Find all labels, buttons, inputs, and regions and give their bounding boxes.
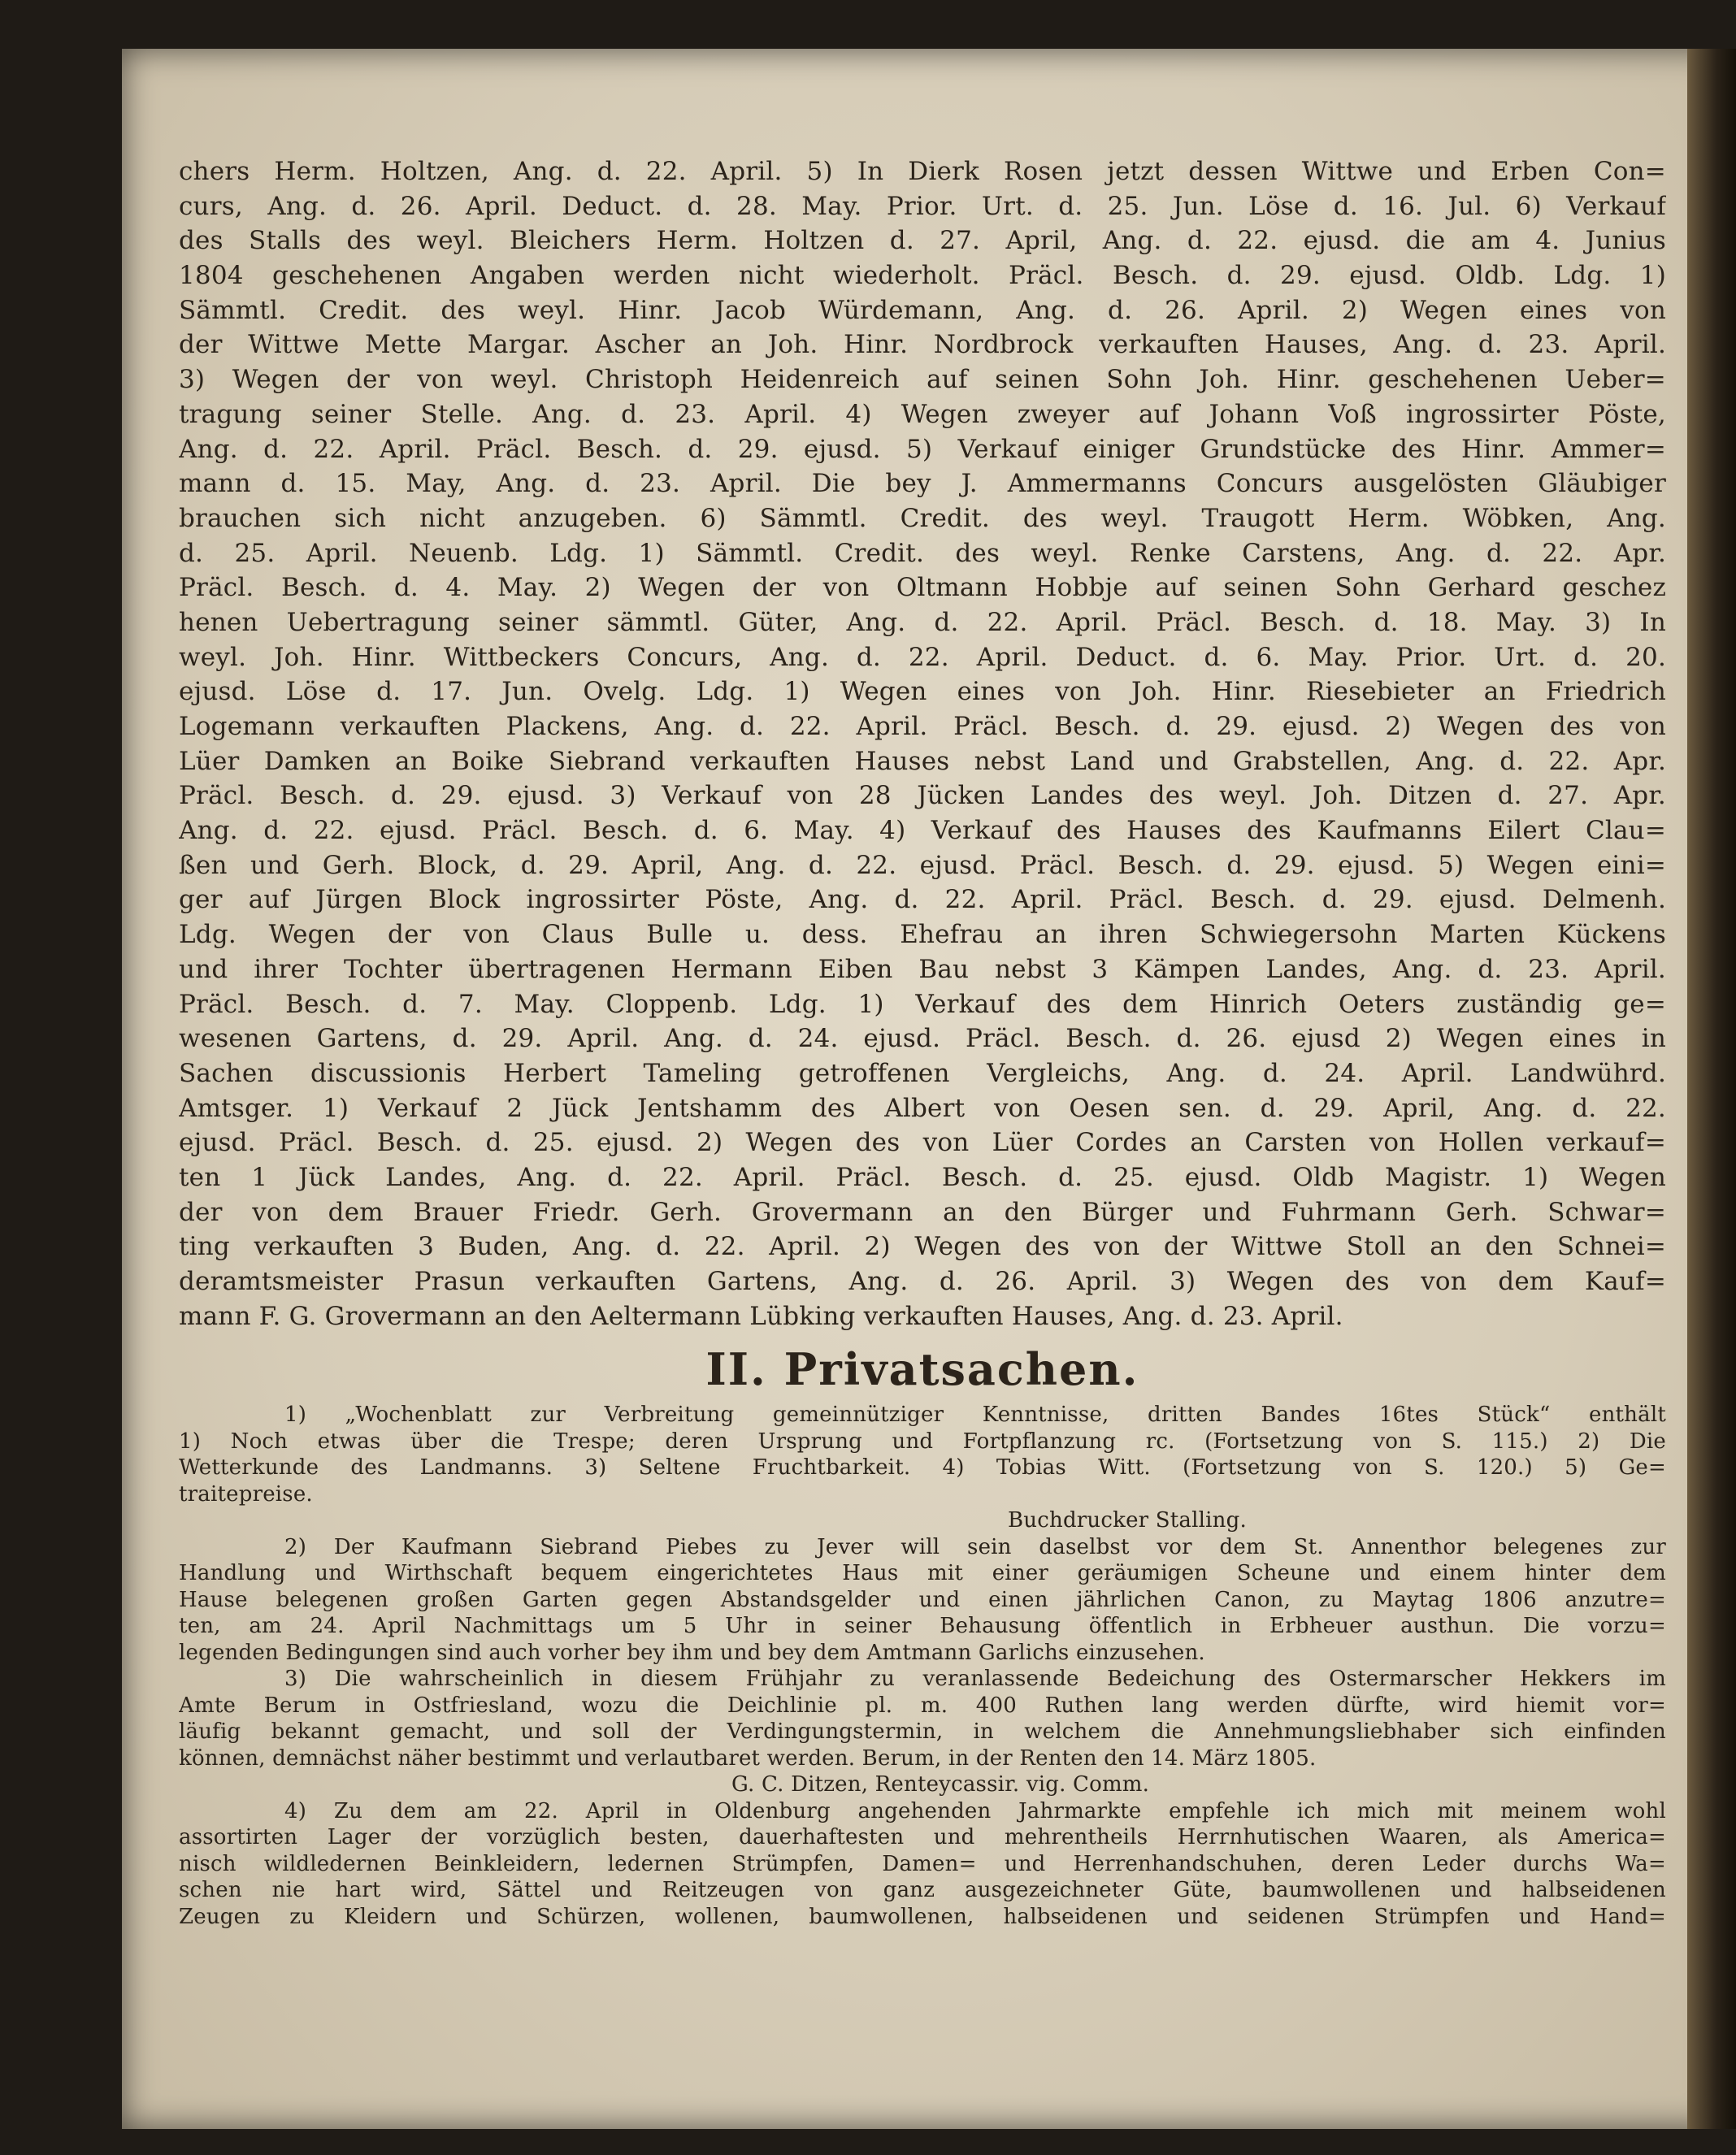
text-line: assortirten Lager der vorzüglich besten, dauerhaftesten und mehrentheils Herrnhutischen Waaren, als America= bbox=[179, 1825, 1666, 1850]
legal-notices-section bbox=[179, 154, 1666, 1333]
text-line: curs, Ang. d. 26. April. Deduct. d. 28. May. Prior. Urt. d. 25. Jun. Löse d. 16. Jul. 6) Verkauf bbox=[179, 191, 1666, 221]
text-line: ten 1 Jück Landes, Ang. d. 22. April. Präcl. Besch. d. 25. ejusd. Oldb Magistr. 1) Wegen bbox=[179, 1162, 1666, 1192]
text-line: schen nie hart wird, Sättel und Reitzeugen von ganz ausgezeichneter Güte, baumwollenen und halbseidenen bbox=[179, 1878, 1666, 1903]
text-line: Zeugen zu Kleidern und Schürzen, wollenen, baumwollenen, halbseidenen und seidenen Strümpfen und Hand= bbox=[179, 1904, 1666, 1929]
text-line: mann F. G. Grovermann an den Aeltermann Lübking verkauften Hauses, Ang. d. 23. April. bbox=[179, 1301, 1343, 1331]
text-line: Handlung und Wirthschaft bequem eingerichtetes Haus mit einer geräumigen Scheune und einem hinter dem bbox=[179, 1561, 1666, 1586]
text-line: Wetterkunde des Landmanns. 3) Seltene Fruchtbarkeit. 4) Tobias Witt. (Fortsetzung von S. 120.) 5) Ge= bbox=[179, 1455, 1666, 1481]
text-line: Amte Berum in Ostfriesland, wozu die Deichlinie pl. m. 400 Ruthen lang werden dürfte, wird hiemit vor= bbox=[179, 1693, 1666, 1718]
text-line: Amtsger. 1) Verkauf 2 Jück Jentshamm des Albert von Oesen sen. d. 29. April, Ang. d. 22. bbox=[179, 1093, 1666, 1123]
text-line: Präcl. Besch. d. 29. ejusd. 3) Verkauf von 28 Jücken Landes des weyl. Joh. Ditzen d. 27. Apr. bbox=[179, 781, 1666, 811]
text-line: tragung seiner Stelle. Ang. d. 23. April. 4) Wegen zweyer auf Johann Voß ingrossirter Pöste, bbox=[179, 399, 1666, 429]
text-line: und ihrer Tochter übertragenen Hermann Eiben Bau nebst 3 Kämpen Landes, Ang. d. 23. April. bbox=[179, 954, 1666, 984]
text-line: der von dem Brauer Friedr. Gerh. Grovermann an den Bürger und Fuhrmann Gerh. Schwar= bbox=[179, 1197, 1666, 1227]
text-line: ßen und Gerh. Block, d. 29. April, Ang. d. 22. ejusd. Präcl. Besch. d. 29. ejusd. 5) Wegen eini= bbox=[179, 850, 1666, 880]
text-line: Logemann verkauften Plackens, Ang. d. 22. April. Präcl. Besch. d. 29. ejusd. 2) Wegen des von bbox=[179, 712, 1666, 741]
text-line: Sachen discussionis Herbert Tameling getroffenen Vergleichs, Ang. d. 24. April. Landwührd. bbox=[179, 1058, 1666, 1088]
book-spine-shadow bbox=[1687, 49, 1736, 2129]
text-line: können, demnächst näher bestimmt und verlautbaret werden. Berum, in der Renten den 14. März 1805. bbox=[179, 1745, 1317, 1771]
text-line: traitepreise. bbox=[179, 1481, 313, 1507]
text-line: deramtsmeister Prasun verkauften Gartens, Ang. d. 26. April. 3) Wegen des von dem Kauf= bbox=[179, 1267, 1666, 1296]
text-line: henen Uebertragung seiner sämmtl. Güter, Ang. d. 22. April. Präcl. Besch. d. 18. May. 3) In bbox=[179, 607, 1666, 637]
text-line: Sämmtl. Credit. des weyl. Hinr. Jacob Würdemann, Ang. d. 26. April. 2) Wegen eines von bbox=[179, 295, 1666, 325]
text-line: 1) „Wochenblatt zur Verbreitung gemeinnütziger Kenntnisse, dritten Bandes 16tes Stück“ enthält bbox=[284, 1403, 1666, 1428]
text-line: ejusd. Präcl. Besch. d. 25. ejusd. 2) Wegen des von Lüer Cordes an Carsten von Hollen verkauf= bbox=[179, 1128, 1666, 1158]
text-line: ting verkauften 3 Buden, Ang. d. 22. April. 2) Wegen des von der Wittwe Stoll an den Schnei= bbox=[179, 1232, 1666, 1262]
section-heading-privatsachen: II. Privatsachen. bbox=[705, 1343, 1139, 1396]
text-line: Ang. d. 22. April. Präcl. Besch. d. 29. ejusd. 5) Verkauf einiger Grundstücke des Hinr. Ammer= bbox=[179, 434, 1666, 464]
text-line: läufig bekannt gemacht, und soll der Verdingungstermin, in welchem die Annehmungsliebhaber sich einfinden bbox=[179, 1719, 1666, 1745]
text-line: des Stalls des weyl. Bleichers Herm. Holtzen d. 27. April, Ang. d. 22. ejusd. die am 4. Junius bbox=[179, 226, 1666, 256]
text-line: nisch wildledernen Beinkleidern, ledernen Strümpfen, Damen= und Herrenhandschuhen, deren Leder durchs Wa= bbox=[179, 1851, 1666, 1876]
text-line: ten, am 24. April Nachmittags um 5 Uhr in seiner Behausung öffentlich in Erbheuer austhun. Die vorzu= bbox=[179, 1614, 1666, 1639]
text-line: 3) Die wahrscheinlich in diesem Frühjahr zu veranlassende Bedeichung des Ostermarscher Hekkers im bbox=[284, 1667, 1666, 1692]
private-notices-section bbox=[179, 1402, 1666, 1930]
text-line: Präcl. Besch. d. 7. May. Cloppenb. Ldg. 1) Verkauf des dem Hinrich Oeters zuständig ge= bbox=[179, 989, 1666, 1019]
text-line: chers Herm. Holtzen, Ang. d. 22. April. 5) In Dierk Rosen jetzt dessen Wittwe und Erben Con= bbox=[179, 157, 1666, 186]
text-line: 1) Noch etwas über die Trespe; deren Ursprung und Fortpflanzung rc. (Fortsetzung von S. 115.) 2) Die bbox=[179, 1429, 1666, 1454]
text-column bbox=[179, 154, 1666, 1930]
text-line: 2) Der Kaufmann Siebrand Piebes zu Jever will sein daselbst vor dem St. Annenthor belegenes zur bbox=[284, 1534, 1666, 1559]
text-line: 4) Zu dem am 22. April in Oldenburg angehenden Jahrmarkte empfehle ich mich mit meinem wohl bbox=[284, 1798, 1666, 1823]
text-line: weyl. Joh. Hinr. Wittbeckers Concurs, Ang. d. 22. April. Deduct. d. 6. May. Prior. Urt. d. 20. bbox=[179, 642, 1666, 672]
text-line: Lüer Damken an Boike Siebrand verkauften Hauses nebst Land und Grabstellen, Ang. d. 22. Apr. bbox=[179, 746, 1666, 776]
text-line: Hause belegenen großen Garten gegen Abstandsgelder und einen jährlichen Canon, zu Maytag 1806 anzutre= bbox=[179, 1587, 1666, 1612]
signature-line: Buchdrucker Stalling. bbox=[1008, 1508, 1247, 1533]
text-line: 3) Wegen der von weyl. Christoph Heidenreich auf seinen Sohn Joh. Hinr. geschehenen Ueber= bbox=[179, 365, 1666, 395]
text-line: Ldg. Wegen der von Claus Bulle u. dess. Ehefrau an ihren Schwiegersohn Marten Kückens bbox=[179, 920, 1666, 950]
text-line: ger auf Jürgen Block ingrossirter Pöste, Ang. d. 22. April. Präcl. Besch. d. 29. ejusd. Delmenh. bbox=[179, 885, 1666, 915]
text-line: legenden Bedingungen sind auch vorher bey ihm und bey dem Amtmann Garlichs einzusehen. bbox=[179, 1640, 1205, 1665]
text-line: wesenen Gartens, d. 29. April. Ang. d. 24. ejusd. Präcl. Besch. d. 26. ejusd 2) Wegen eines in bbox=[179, 1024, 1666, 1054]
text-line: brauchen sich nicht anzugeben. 6) Sämmtl. Credit. des weyl. Traugott Herm. Wöbken, Ang. bbox=[179, 503, 1666, 533]
text-line: Präcl. Besch. d. 4. May. 2) Wegen der von Oltmann Hobbje auf seinen Sohn Gerhard geschez bbox=[179, 573, 1666, 603]
text-line: 1804 geschehenen Angaben werden nicht wiederholt. Präcl. Besch. d. 29. ejusd. Oldb. Ldg. 1) bbox=[179, 261, 1666, 291]
text-line: mann d. 15. May, Ang. d. 23. April. Die bey J. Ammermanns Concurs ausgelösten Gläubiger bbox=[179, 469, 1666, 499]
text-line: d. 25. April. Neuenb. Ldg. 1) Sämmtl. Credit. des weyl. Renke Carstens, Ang. d. 22. Apr. bbox=[179, 538, 1666, 568]
text-line: ejusd. Löse d. 17. Jun. Ovelg. Ldg. 1) Wegen eines von Joh. Hinr. Riesebieter an Friedrich bbox=[179, 677, 1666, 707]
text-line: Ang. d. 22. ejusd. Präcl. Besch. d. 6. May. 4) Verkauf des Hauses des Kaufmanns Eilert Clau= bbox=[179, 816, 1666, 846]
text-line: der Wittwe Mette Margar. Ascher an Joh. Hinr. Nordbrock verkauften Hauses, Ang. d. 23. April. bbox=[179, 330, 1666, 360]
signature-line: G. C. Ditzen, Renteycassir. vig. Comm. bbox=[731, 1772, 1150, 1797]
